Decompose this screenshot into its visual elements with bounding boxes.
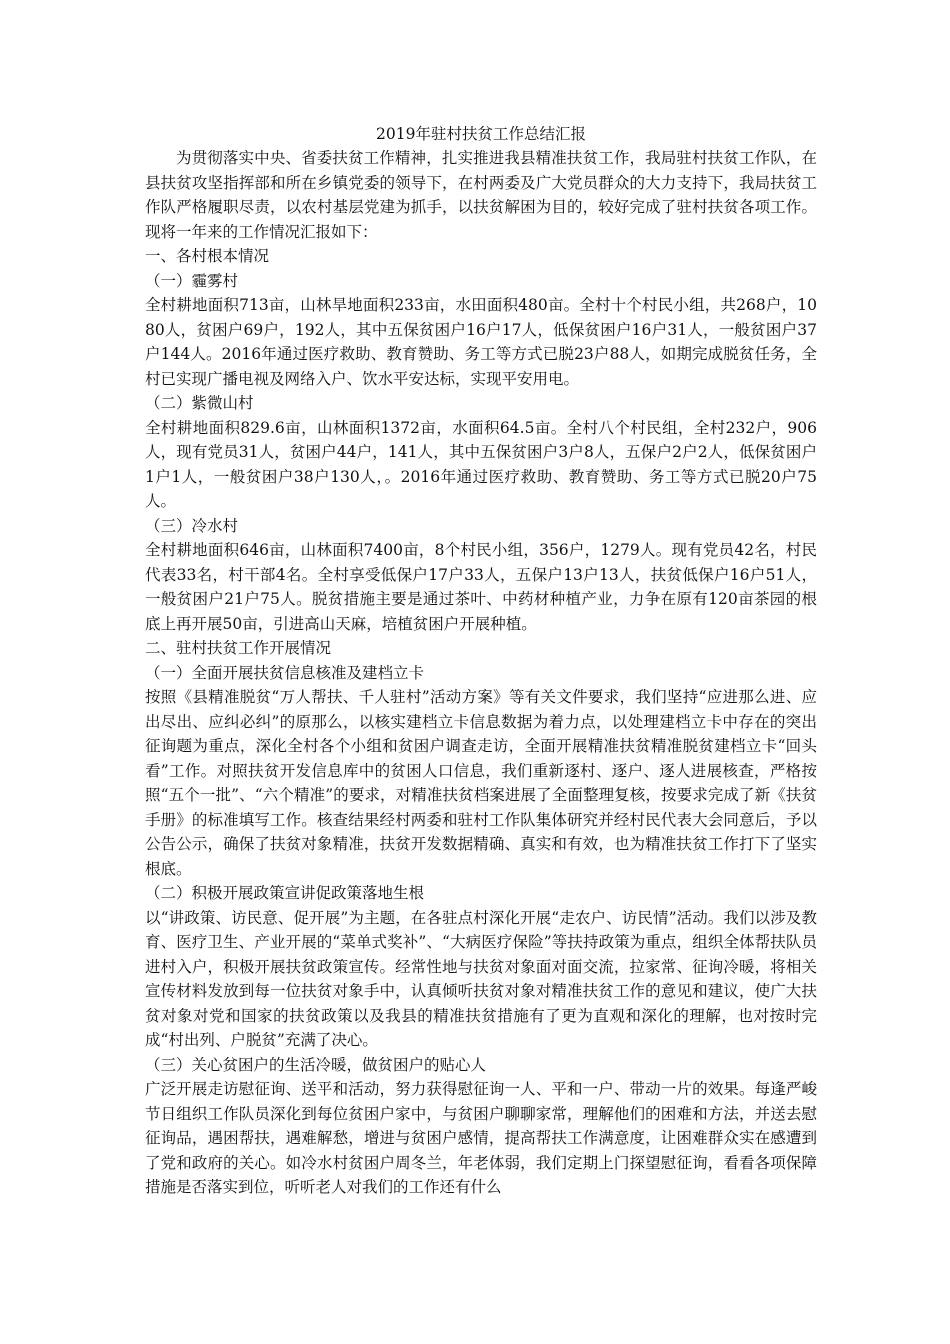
section-1-heading: 一、各村根本情况 [145, 247, 270, 265]
section-2-sub-3-heading: （三）关心贫困户的生活冷暖，做贫困户的贴心人 [145, 1055, 487, 1074]
section-2-sub-1-paragraph: 按照《县精准脱贫“万人帮扶、千人驻村”活动方案》等有关文件要求，我们坚持“应进那么进、应出尽出、应纠必纠”的原那么，以核实建档立卡信息数据为着力点，以处理建档立卡中存在的突出征询题为重点，深化全村各个小组和贫困户调查走访，全面开展精准扶贫精准脱贫建档立卡“回头看”工作。对照扶贫开发信息库中的贫困人口信息，我们重新逐村、逐户、逐人进展核查，严格按照“五个一批”、“六个精准”的要求，对精准扶贫档案进展了全面整理复核，按要求完成了新《扶贫手册》的标准填写工作。核查结果经村两委和驻村工作队集体研究并经村民代表大会同意后，予以公告公示，确保了扶贫对象精准，扶贫开发数据精确、真实和有效，也为精准扶贫工作打下了坚实根底。 [145, 688, 817, 878]
section-2-sub-2-heading: （二）积极开展政策宣讲促政策落地生根 [145, 884, 425, 902]
document-title: 2019年驻村扶贫工作总结汇报 [376, 125, 586, 143]
section-1-sub-2-heading: （二）紫微山村 [145, 394, 254, 412]
section-2-heading: 二、驻村扶贫工作开展情况 [145, 639, 332, 657]
section-2-sub-3-paragraph: 广泛开展走访慰征询、送平和活动，努力获得慰征询一人、平和一户、带动一片的效果。每逢严峻节日组织工作队员深化到每位贫困户家中，与贫困户聊聊家常，理解他们的困难和方法，并送去慰征询品，遇困帮扶，遇难解愁，增进与贫困户感情，提高帮扶工作满意度，让困难群众实在感遭到了党和政府的关心。如冷水村贫困户周冬兰，年老体弱，我们定期上门探望慰征询，看看各项保障措施是否落实到位，听听老人对我们的工作还有什么 [145, 1080, 817, 1196]
document-page [145, 122, 817, 1200]
section-1-sub-2-paragraph: 全村耕地面积829.6亩，山林面积1372亩，水面积64.5亩。全村八个村民组，全村232户，906人，现有党员31人，贫困户44户，141人，其中五保贫困户3户8人，五保户2户2人，低保贫困户1户1人，一般贫困户38户130人，。2016年通过医疗救助、教育赞助、务工等方式已脱20户75人。 [145, 418, 817, 510]
intro-paragraph: 为贯彻落实中央、省委扶贫工作精神，扎实推进我县精准扶贫工作，我局驻村扶贫工作队，在县扶贫攻坚指挥部和所在乡镇党委的领导下，在村两委及广大党员群众的大力支持下，我局扶贫工作队严格履职尽责，以农村基层党建为抓手，以扶贫解困为目的，较好完成了驻村扶贫各项工作。现将一年来的工作情况汇报如下： [145, 149, 817, 241]
section-1-sub-3-paragraph: 全村耕地面积646亩，山林面积7400亩，8个村民小组，356户，1279人。现有党员42名，村民代表33名，村干部4名。全村享受低保户17户33人，五保户13户13人，扶贫低保户16户51人，一般贫困户21户75人。脱贫措施主要是通过茶叶、中药材种植产业，力争在原有120亩茶园的根底上再开展50亩，引进高山天麻，培植贫困户开展种植。 [145, 541, 817, 633]
section-1-sub-1-paragraph: 全村耕地面积713亩，山林旱地面积233亩，水田面积480亩。全村十个村民小组，共268户，1080人，贫困户69户，192人，其中五保贫困户16户17人，低保贫困户16户31人，一般贫困户37户144人。2016年通过医疗救助、教育赞助、务工等方式已脱23户88人，如期完成脱贫任务，全村已实现广播电视及网络入户、饮水平安达标，实现平安用电。 [145, 296, 817, 388]
section-1-sub-3-heading: （三）冷水村 [145, 516, 239, 535]
section-1-sub-1-heading: （一）霾雾村 [145, 271, 239, 290]
section-2-sub-2-paragraph: 以“讲政策、访民意、促开展”为主题，在各驻点村深化开展“走农户、访民情”活动。我们以涉及教育、医疗卫生、产业开展的“菜单式奖补”、“大病医疗保险”等扶持政策为重点，组织全体帮扶队员进村入户，积极开展扶贫政策宣传。经常性地与扶贫对象面对面交流，拉家常、征询冷暖，将相关宣传材料发放到每一位扶贫对象手中，认真倾听扶贫对象对精准扶贫工作的意见和建议，使广大扶贫对象对党和国家的扶贫政策以及我县的精准扶贫措施有了更为直观和深化的理解，也对按时完成“村出列、户脱贫”充满了决心。 [145, 908, 817, 1049]
section-2-sub-1-heading: （一）全面开展扶贫信息核准及建档立卡 [145, 663, 425, 682]
